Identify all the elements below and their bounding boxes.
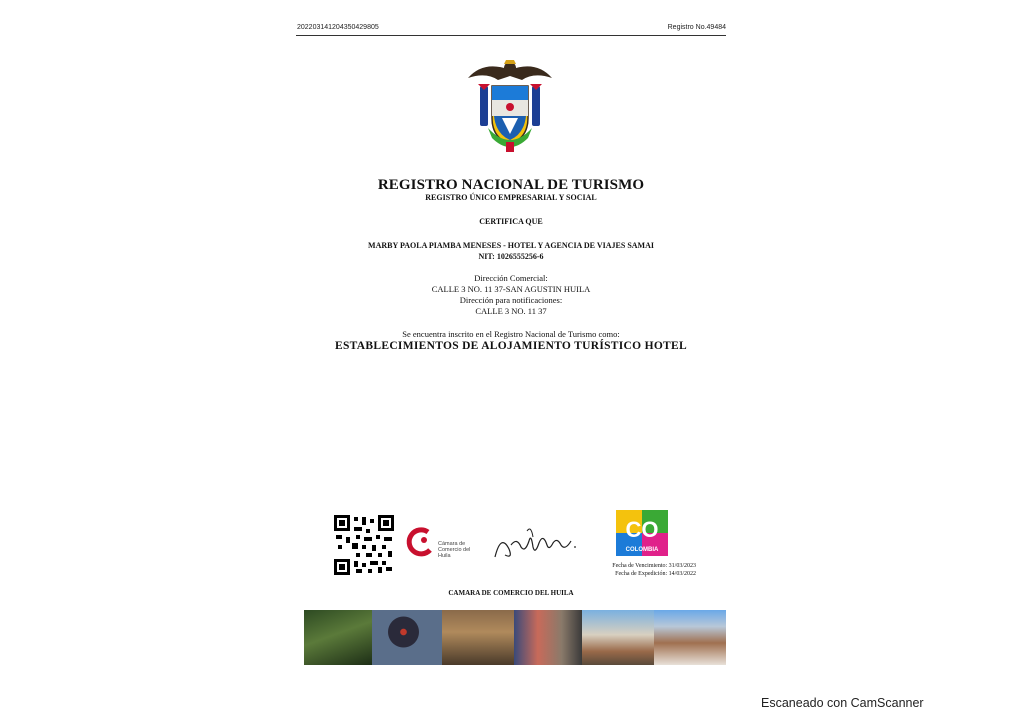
notification-address-label: Dirección para notificaciones: <box>459 295 563 305</box>
chamber-logo-text: Cámara de Comercio del Huila <box>438 541 471 559</box>
photo-street <box>514 610 582 665</box>
camscanner-watermark: Escaneado con CamScanner <box>761 696 924 710</box>
certificate-title: REGISTRO NACIONAL DE TURISMO <box>377 177 645 193</box>
colombia-brand-logo-icon <box>616 510 668 556</box>
photo-cathedral <box>582 610 654 665</box>
photo-forest <box>304 610 372 665</box>
holder-nit: NIT: 1026555256-6 <box>478 252 544 261</box>
photo-desert <box>654 610 726 665</box>
certificate-page <box>296 18 730 698</box>
chamber-of-commerce-logo-icon <box>406 526 438 558</box>
certificate-subtitle: REGISTRO ÚNICO EMPRESARIAL Y SOCIAL <box>425 193 597 202</box>
chamber-name: CAMARA DE COMERCIO DEL HUILA <box>448 589 574 597</box>
photo-condor <box>372 610 442 665</box>
qr-code-icon <box>334 515 394 575</box>
document-number: 20220314120435042980​5 <box>297 24 379 31</box>
commercial-address: CALLE 3 NO. 11 37-SAN AGUSTIN HUILA <box>431 284 591 294</box>
notification-address: CALLE 3 NO. 11 37 <box>475 306 547 316</box>
issued-date: Fecha de Expedición: 14/03/2022 <box>615 571 696 577</box>
registry-number: Registro No.49484 <box>667 24 726 31</box>
registered-as-text: Se encuentra inscrito en el Registro Nacional de Turismo como: <box>402 329 620 339</box>
commercial-address-label: Dirección Comercial: <box>474 273 548 283</box>
colombia-coat-of-arms-icon <box>464 56 556 156</box>
photo-strip <box>304 610 726 665</box>
co-logo-text: CO <box>625 517 659 542</box>
signature-icon <box>491 523 581 563</box>
registration-category: ESTABLECIMIENTOS DE ALOJAMIENTO TURÍSTICO HOTEL <box>335 340 687 352</box>
header-bar <box>296 24 726 36</box>
expiry-date: Fecha de Vencimiento: 31/03/2023 <box>612 563 696 569</box>
photo-archaeology <box>442 610 514 665</box>
holder-name: MARBY PAOLA PIAMBA MENESES - HOTEL Y AGENCIA DE VIAJES SAMAI <box>368 241 654 250</box>
certifies-heading: CERTIFICA QUE <box>479 217 543 226</box>
co-logo-subtext: COLOMBIA <box>625 547 659 553</box>
